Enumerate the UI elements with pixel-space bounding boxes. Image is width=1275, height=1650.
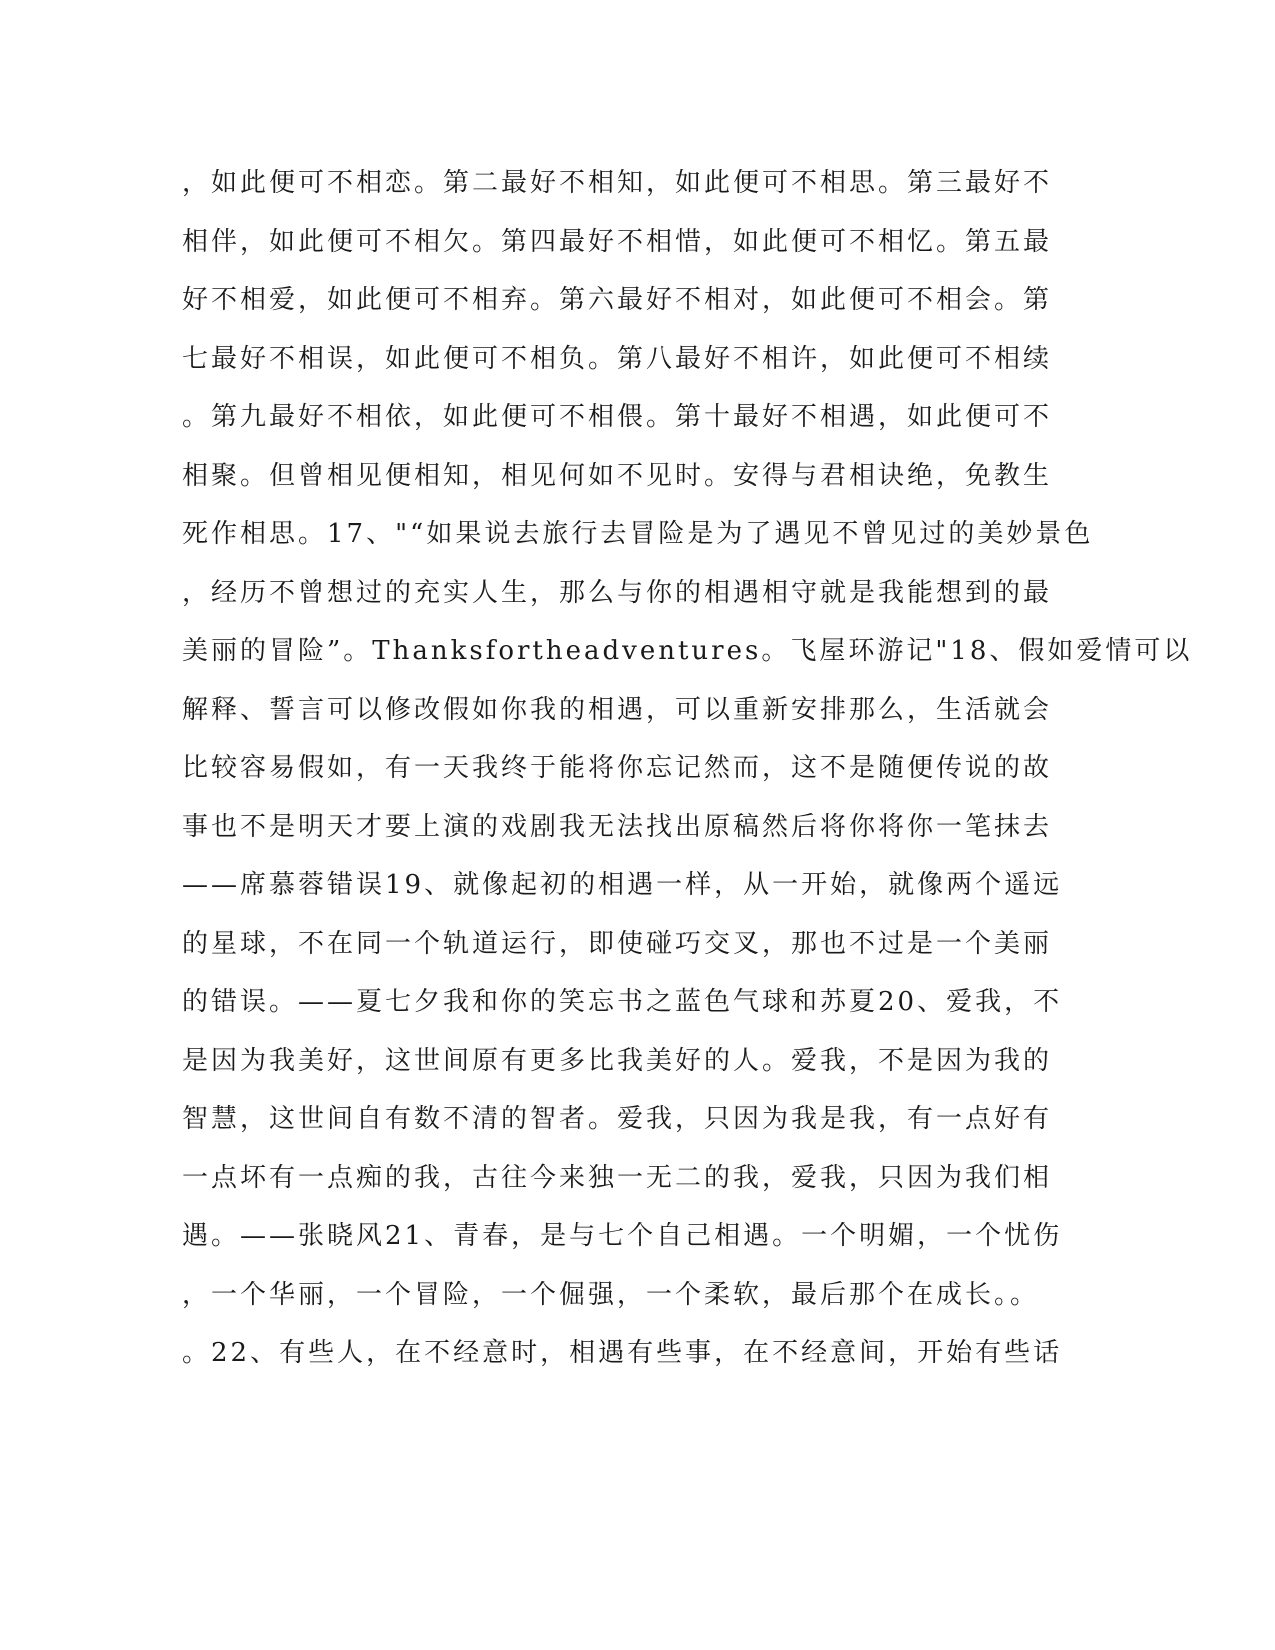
text-line-16: 是因为我美好，这世间原有更多比我美好的人。爱我，不是因为我的 — [182, 1045, 1053, 1076]
text-line-10: 解释、誓言可以修改假如你我的相遇，可以重新安排那么，生活就会 — [182, 694, 1053, 725]
text-line-6: 相聚。但曾相见便相知，相见何如不见时。安得与君相诀绝，免教生 — [182, 460, 1053, 491]
text-line-21: 。22、有些人，在不经意时，相遇有些事，在不经意间，开始有些话 — [182, 1338, 1063, 1368]
text-line-9: 美丽的冒险”。Thanksfortheadventures。飞屋环游记"18、假如爱情可以 — [182, 636, 1193, 666]
text-line-13: ——席慕蓉错误19、就像起初的相遇一样，从一开始，就像两个遥远 — [182, 870, 1063, 900]
text-line-4: 七最好不相误，如此便可不相负。第八最好不相许，如此便可不相续 — [182, 343, 1053, 374]
text-line-18: 一点坏有一点痴的我，古往今来独一无二的我，爱我，只因为我们相 — [182, 1162, 1053, 1193]
text-line-17: 智慧，这世间自有数不清的智者。爱我，只因为我是我，有一点好有 — [182, 1104, 1053, 1134]
text-line-1: ，如此便可不相恋。第二最好不相知，如此便可不相思。第三最好不 — [182, 168, 1053, 198]
text-line-3: 好不相爱，如此便可不相弃。第六最好不相对，如此便可不相会。第 — [182, 285, 1053, 315]
text-line-7: 死作相思。17、"“如果说去旅行去冒险是为了遇见不曾见过的美妙景色 — [182, 519, 1094, 549]
text-line-11: 比较容易假如，有一天我终于能将你忘记然而，这不是随便传说的故 — [182, 753, 1053, 783]
text-line-12: 事也不是明天才要上演的戏剧我无法找出原稿然后将你将你一笔抹去 — [182, 811, 1053, 842]
text-line-2: 相伴，如此便可不相欠。第四最好不相惜，如此便可不相忆。第五最 — [182, 226, 1053, 257]
text-line-20: ，一个华丽，一个冒险，一个倔强，一个柔软，最后那个在成长。。 — [182, 1279, 1040, 1310]
text-line-8: ，经历不曾想过的充实人生，那么与你的相遇相守就是我能想到的最 — [182, 577, 1053, 608]
text-line-14: 的星球，不在同一个轨道运行，即使碰巧交叉，那也不过是一个美丽 — [182, 928, 1053, 959]
text-line-15: 的错误。——夏七夕我和你的笑忘书之蓝色气球和苏夏20、爱我，不 — [182, 987, 1063, 1017]
text-line-5: 。第九最好不相依，如此便可不相偎。第十最好不相遇，如此便可不 — [182, 402, 1053, 432]
text-line-19: 遇。——张晓风21、青春，是与七个自己相遇。一个明媚，一个忧伤 — [182, 1221, 1063, 1251]
body-text — [182, 154, 1193, 1383]
